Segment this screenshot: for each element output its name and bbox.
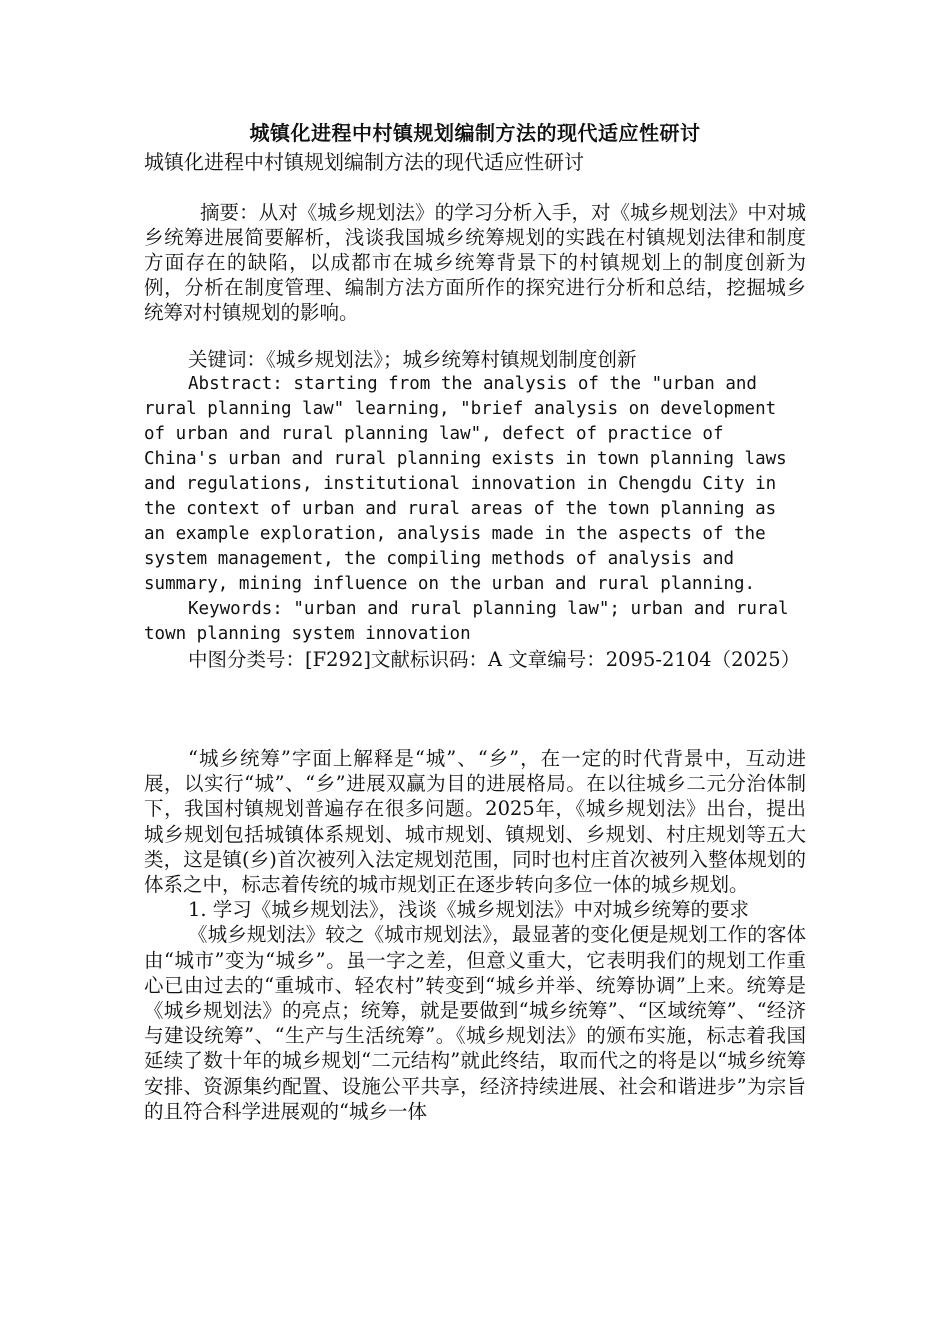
document-subtitle: 城镇化进程中村镇规划编制方法的现代适应性研讨 [144, 150, 584, 174]
document-body [144, 118, 806, 1124]
abstract-chinese: 摘要：从对《城乡规划法》的学习分析入手，对《城乡规划法》中对城乡统筹进展简要解析，浅谈我国城乡统筹规划的实践在村镇规划法律和制度方面存在的缺陷，以成都市在城乡统筹背景下的村镇规划上的制度创新为例，分析在制度管理、编制方法方面所作的探究进行分析和总结，挖掘城乡统筹对村镇规划的影响。 [144, 201, 806, 324]
body-paragraph-2: 《城乡规划法》较之《城市规划法》，最显著的变化便是规划工作的客体由“城市”变为“城乡”。虽一字之差，但意义重大，它表明我们的规划工作重心已由过去的“重城市、轻农村”转变到“城乡并举、统筹协调”上来。统筹是《城乡规划法》的亮点；统筹，就是要做到“城乡统筹”、“区域统筹”、“经济与建设统筹”、“生产与生活统筹”。《城乡规划法》的颁布实施，标志着我国延续了数十年的城乡规划“二元结构”就此终结，取而代之的将是以“城乡统筹安排、资源集约配置、设施公平共享，经济持续进展、社会和谐进步”为宗旨的且符合科学进展观的“城乡一体 [144, 923, 806, 1123]
spacer [144, 176, 806, 200]
document-title: 城镇化进程中村镇规划编制方法的现代适应性研讨 [249, 121, 701, 145]
keywords-chinese: 关键词：《城乡规划法》；城乡统筹村镇规划制度创新 [188, 348, 637, 371]
abstract-english: Abstract: starting from the analysis of the "urban and rural planning law" learning, "brief analysis on development of urban and rural planning law", defect of practice of China's urban and rural planning exists in town planning laws and regulations, institutional innovation in Chengdu City in the context of urban and rural areas of the town planning as an example exploration, analysis made in the aspects of the system management, the compiling methods of analysis and summary, mining influence on the urban and rural planning. [144, 374, 787, 594]
body-paragraph-1: “城乡统筹”字面上解释是“城”、“乡”，在一定的时代背景中，互动进展，以实行“城”、“乡”进展双赢为目的进展格局。在以往城乡二元分治体制下，我国村镇规划普遍存在很多问题。2025年，《城乡规划法》出台，提出城乡规划包括城镇体系规划、城市规划、镇规划、乡规划、村庄规划等五大类，这是镇(乡)首次被列入法定规划范围，同时也村庄首次被列入整体规划的体系之中，标志着传统的城市规划正在逐步转向多位一体的城乡规划。 [144, 747, 806, 897]
spacer [144, 672, 806, 746]
spacer [144, 325, 806, 347]
keywords-english: Keywords: "urban and rural planning law"; urban and rural town planning system innovation [144, 599, 789, 644]
classification-line: 中图分类号：[F292]文献标识码：A 文章编号：2095-2104（2025） [188, 648, 801, 671]
section-heading-1: 1. 学习《城乡规划法》，浅谈《城乡规划法》中对城乡统筹的要求 [188, 898, 750, 922]
